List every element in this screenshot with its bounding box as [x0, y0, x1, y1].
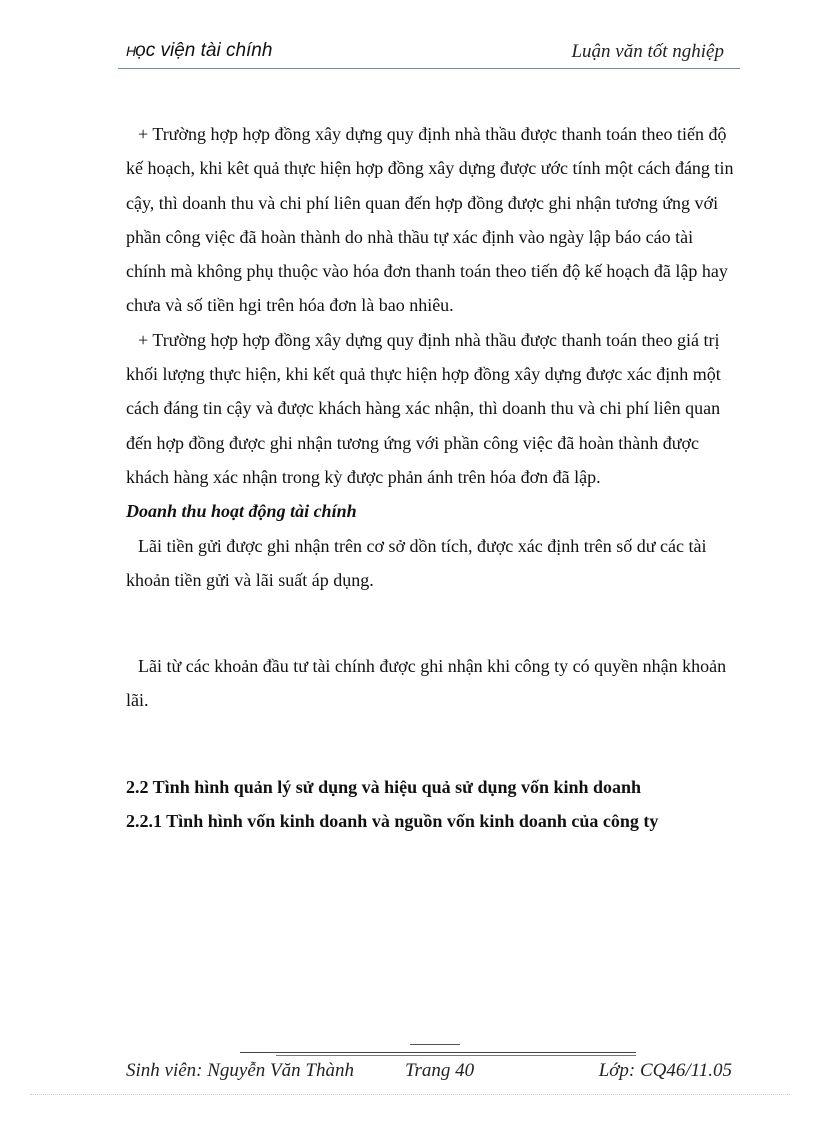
- footer-page-number: Trang 40: [405, 1060, 475, 1081]
- header-divider: [118, 68, 740, 69]
- paragraph-progress-billing: + Trường hợp hợp đồng xây dựng quy định nhà thầu được thanh toán theo tiến độ kế hoạch, khi kêt quả thực hiện hợp đồng xây dựng được ước tính một cách đáng tin cậy, thì doanh thu và chi phí liên quan đến hợp đồng được ghi nhận tương ứng với phần công việc đã hoàn thành do nhà thầu tự xác định vào ngày lập báo cáo tài chính mà không phụ thuộc vào hóa đơn thanh toán theo tiến độ kế hoạch đã lập hay chưa và số tiền hgi trên hóa đơn là bao nhiêu.: [126, 124, 734, 316]
- footer-student: Sinh viên: Nguyễn Văn Thành: [126, 1060, 354, 1081]
- footer-rule-long: [276, 1055, 636, 1056]
- spacer: [126, 597, 734, 649]
- heading-financial-revenue: Doanh thu hoạt động tài chính: [126, 501, 357, 522]
- header-doc-type: Luận văn tốt nghiệp: [571, 41, 724, 62]
- header-school-name: ọc viện tài chính: [135, 40, 273, 61]
- footer-rule-short: [410, 1044, 460, 1045]
- footer-rule-long: [240, 1052, 636, 1053]
- document-body: [126, 117, 734, 838]
- spacer: [126, 718, 734, 770]
- page-bottom-border: [30, 1094, 790, 1095]
- header-school-mark: H: [126, 43, 136, 59]
- header-school: [126, 40, 272, 62]
- paragraph-volume-billing: + Trường hợp hợp đồng xây dựng quy định nhà thầu được thanh toán theo giá trị khối lượng thực hiện, khi kết quả thực hiện hợp đồng xây dựng được xác định một cách đáng tin cậy và được khách hàng xác nhận, thì doanh thu và chi phí liên quan đến hợp đồng được ghi nhận tương ứng với phần công việc đã hoàn thành được khách hàng xác nhận trong kỳ được phản ánh trên hóa đơn đã lập.: [126, 329, 721, 487]
- footer-class: Lớp: CQ46/11.05: [598, 1060, 732, 1081]
- paragraph-investment-interest: Lãi từ các khoản đầu tư tài chính được ghi nhận khi công ty có quyền nhận khoản lãi.: [126, 656, 727, 711]
- section-heading-2-2: 2.2 Tình hình quản lý sử dụng và hiệu quả sử dụng vốn kinh doanh: [126, 776, 642, 797]
- section-heading-2-2-1: 2.2.1 Tình hình vốn kinh doanh và nguồn vốn kinh doanh của công ty: [126, 811, 659, 832]
- paragraph-deposit-interest: Lãi tiền gửi được ghi nhận trên cơ sở dồn tích, được xác định trên số dư các tài khoản tiền gửi và lãi suất áp dụng.: [126, 535, 707, 590]
